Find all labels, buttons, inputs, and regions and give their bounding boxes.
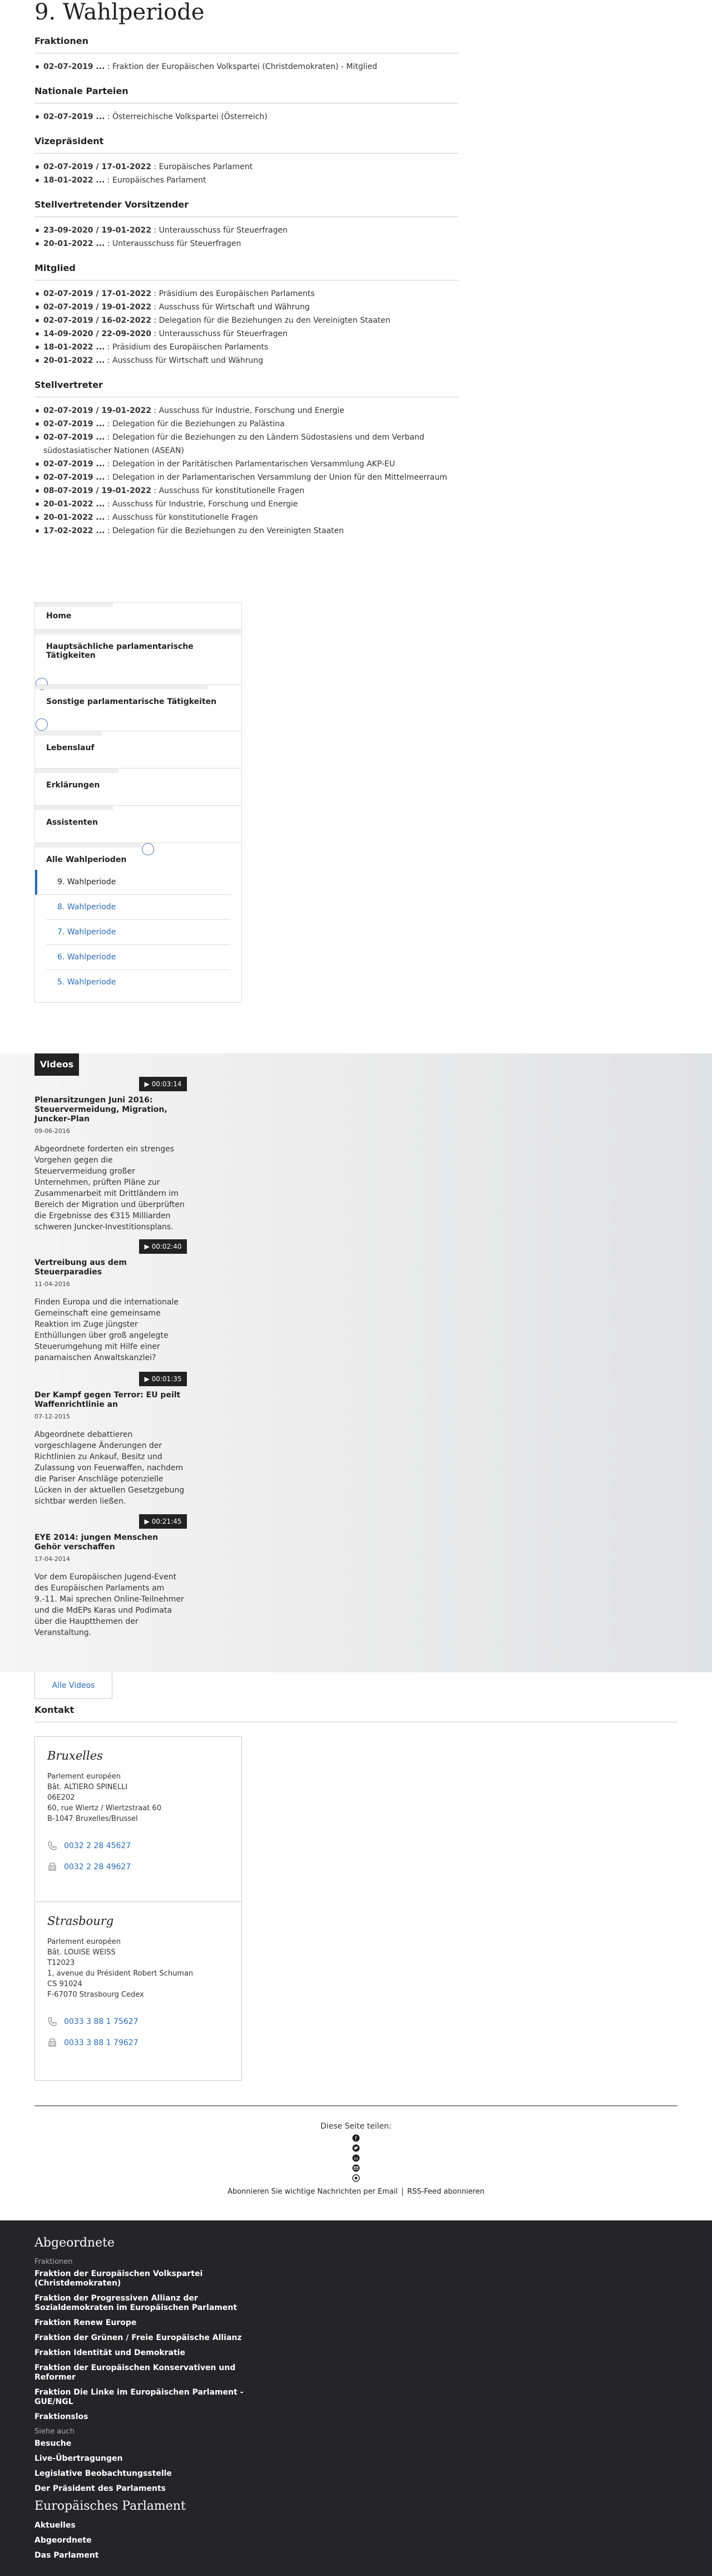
footer-link[interactable]: Besuche [34, 2439, 72, 2448]
list-item: 02-07-2019 / 19-01-2022 : Ausschuss für Industrie, Forschung und Energie [34, 404, 459, 417]
list-item: 02-07-2019 ... : Fraktion der Europäischen Volkspartei (Christdemokraten) - Mitglied [34, 60, 459, 73]
office-city: Bruxelles [47, 1749, 103, 1762]
footer-link[interactable]: Legislative Beobachtungsstelle [34, 2469, 172, 2478]
membership-sections [34, 36, 459, 550]
contact-section [34, 1705, 678, 1722]
footer-link[interactable]: Fraktion Identität und Demokratie [34, 2348, 185, 2357]
fax-link[interactable]: 0033 3 88 1 79627 [47, 2038, 229, 2048]
phone-icon [47, 2017, 57, 2027]
menu-item-sonstige-taetigkeiten[interactable]: Sonstige parlamentarische Tätigkeiten [35, 685, 241, 731]
videos-label: Videos [34, 1053, 79, 1076]
divider [34, 2105, 678, 2106]
section-heading: Vizepräsident [34, 136, 459, 154]
loading-ring-icon [36, 718, 48, 731]
list-item: 20-01-2022 ... : Ausschuss für konstitutionelle Fragen [34, 511, 459, 524]
play-icon: ▶ [144, 1080, 150, 1088]
section-heading: Mitglied [34, 263, 459, 280]
video-title[interactable]: Plenarsitzungen Juni 2016: Steuervermeidung, Migration, Juncker-Plan [34, 1096, 167, 1124]
video-card[interactable] [34, 1239, 187, 1363]
list-item: 02-07-2019 / 19-01-2022 : Ausschuss für Wirtschaft und Währung [34, 301, 459, 314]
email-icon[interactable] [352, 2164, 360, 2172]
list-item: 02-07-2019 / 17-01-2022 : Europäisches Parlament [34, 160, 459, 174]
section-vizepraesident [34, 136, 459, 187]
video-card[interactable] [34, 1077, 187, 1233]
section-heading: Nationale Parteien [34, 86, 459, 104]
rss-feed-link[interactable]: RSS-Feed abonnieren [407, 2188, 484, 2196]
video-card[interactable] [34, 1372, 187, 1507]
office-city: Strasbourg [47, 1914, 114, 1928]
footer-link[interactable]: Abgeordnete [34, 2536, 92, 2545]
list-item: 23-09-2020 / 19-01-2022 : Unterausschuss für Steuerfragen [34, 224, 459, 237]
video-description: Finden Europa und die internationale Gemeinschaft eine gemeinsame Reaktion im Zuge jüngster Enthüllungen über groß angelegte Steuerumgehung mit Hilfe einer panamaischen Anwaltskanzlei? [34, 1298, 179, 1362]
footer-link[interactable]: Das Parlament [34, 2551, 99, 2560]
footer-group-label: Fraktionen [34, 2258, 73, 2266]
all-videos-link[interactable]: Alle Videos [34, 1672, 112, 1699]
whatsapp-icon[interactable] [352, 2174, 360, 2182]
section-heading: Stellvertreter [34, 380, 459, 397]
videos-section [0, 1053, 712, 1672]
video-description: Vor dem Europäischen Jugend-Event des Europäischen Parlaments am 9.-11. Mai sprechen Online-Teilnehmer und die MdEPs Karas und Podimata über die Hauptthemen der Veranstaltung. [34, 1573, 184, 1637]
menu-item-lebenslauf[interactable]: Lebenslauf [35, 731, 241, 769]
video-title[interactable]: Der Kampf gegen Terror: EU peilt Waffenrichtlinie an [34, 1391, 181, 1409]
section-nationale-parteien [34, 86, 459, 124]
share-label: Diese Seite teilen: [320, 2122, 392, 2131]
menu-item-hauptsaechliche-taetigkeiten[interactable]: Hauptsächliche parlamentarische Tätigkeiten [35, 630, 241, 685]
footer-link[interactable]: Live-Übertragungen [34, 2454, 123, 2463]
video-date: 09-06-2016 [34, 1127, 70, 1135]
footer-link[interactable]: Der Präsident des Parlaments [34, 2484, 166, 2493]
subscribe-email-link[interactable]: Abonnieren Sie wichtige Nachrichten per Email [223, 2188, 403, 2196]
list-item: 02-07-2019 ... : Delegation für die Beziehungen zu den Ländern Südostasiens und dem Verband südostasiatischer Nationen (ASEAN) [34, 431, 459, 457]
footer-group-label: Siehe auch [34, 2427, 75, 2436]
linkedin-icon[interactable] [352, 2154, 360, 2162]
section-stellvertreter [34, 380, 459, 538]
page-title: 9. Wahlperiode [34, 0, 205, 25]
loading-ring-icon [142, 843, 154, 855]
footer-link[interactable]: Fraktion der Europäischen Volkspartei (Christdemokraten) [34, 2269, 203, 2288]
section-mitglied [34, 263, 459, 367]
video-date: 07-12-2015 [34, 1413, 70, 1420]
video-duration[interactable]: ▶ 00:02:40 [139, 1239, 187, 1254]
facebook-icon[interactable] [352, 2134, 360, 2142]
svg-text:f: f [355, 2136, 357, 2142]
term-link-7[interactable]: 7. Wahlperiode [46, 920, 230, 945]
term-list [35, 870, 241, 1002]
list-item: 14-09-2020 / 22-09-2020 : Unterausschuss für Steuerfragen [34, 327, 459, 341]
footer-link[interactable]: Fraktion Die Linke im Europäischen Parlament - GUE/NGL [34, 2388, 244, 2406]
footer-link[interactable]: Fraktion der Progressiven Allianz der Sozialdemokraten im Europäischen Parlament [34, 2294, 238, 2312]
list-item: 20-01-2022 ... : Ausschuss für Industrie, Forschung und Energie [34, 498, 459, 511]
section-heading: Stellvertretender Vorsitzender [34, 199, 459, 217]
list-item: 20-01-2022 ... : Unterausschuss für Steuerfragen [34, 237, 459, 250]
term-link-6[interactable]: 6. Wahlperiode [46, 945, 230, 970]
video-description: Abgeordnete debattieren vorgeschlagene Änderungen der Richtlinien zu Ankauf, Besitz und Zulassung von Feuerwaffen, nachdem die Pariser Anschläge potenzielle Lücken in der aktuellen Gesetzgebung sichtbar werden ließen. [34, 1430, 185, 1506]
video-date: 17-04-2014 [34, 1555, 70, 1563]
list-item: 02-07-2019 / 16-02-2022 : Delegation für die Beziehungen zu den Vereinigten Staaten [34, 314, 459, 327]
contact-heading: Kontakt [34, 1705, 678, 1722]
menu-item-assistenten[interactable]: Assistenten [35, 806, 241, 843]
play-icon: ▶ [144, 1518, 150, 1525]
video-date: 11-04-2016 [34, 1280, 70, 1288]
share-icons [350, 2134, 362, 2182]
term-link-5[interactable]: 5. Wahlperiode [57, 978, 116, 987]
office-card-bruxelles: Bruxelles Parlement européen Bât. ALTIERO SPINELLI 06E202 60, rue Wiertz / Wiertzstraat 60 B-1047 Bruxelles/Brussel 0032 2 28 45627 0032 2 28 49627 [34, 1736, 242, 1902]
footer-link[interactable]: Fraktion der Europäischen Konservativen und Reformer [34, 2363, 236, 2382]
video-description: Abgeordnete forderten ein strenges Vorgehen gegen die Steuervermeidung großer Unternehmen, prüften Pläne zur Zusammenarbeit mit Drittländern im Bereich der Migration und überprüften die Ergebnisse des €315 Milliarden schweren Juncker-Investitionsplans. [34, 1145, 185, 1232]
footer-heading-abgeordnete: Abgeordnete [34, 2236, 115, 2250]
phone-icon [47, 1841, 57, 1851]
list-item: 18-01-2022 ... : Präsidium des Europäischen Parlaments [34, 341, 459, 354]
list-item: 20-01-2022 ... : Ausschuss für Wirtschaft und Währung [34, 354, 459, 367]
section-heading: Fraktionen [34, 36, 459, 53]
share-section [0, 2122, 712, 2196]
phone-link[interactable]: 0032 2 28 45627 [47, 1841, 229, 1851]
video-duration[interactable]: ▶ 00:21:45 [139, 1514, 187, 1529]
term-link-8[interactable]: 8. Wahlperiode [46, 895, 230, 920]
twitter-icon[interactable] [352, 2144, 360, 2152]
svg-text:in: in [354, 2156, 358, 2161]
list-item: 18-01-2022 ... : Europäisches Parlament [34, 174, 459, 187]
list-item: 02-07-2019 ... : Delegation in der Paritätischen Parlamentarischen Versammlung AKP-EU [34, 457, 459, 471]
menu-item-alle-wahlperioden[interactable]: Alle Wahlperioden [35, 843, 241, 870]
term-link-9[interactable]: 9. Wahlperiode [35, 870, 230, 895]
list-item: 02-07-2019 ... : Österreichische Volkspartei (Österreich) [34, 110, 459, 124]
subscribe-links [0, 2188, 712, 2196]
list-item: 02-07-2019 ... : Delegation für die Beziehungen zu Palästina [34, 417, 459, 431]
fax-link[interactable]: 0032 2 28 49627 [47, 1862, 229, 1872]
footer-heading-parlament: Europäisches Parlament [34, 2499, 186, 2513]
phone-link[interactable]: 0033 3 88 1 75627 [47, 2017, 229, 2027]
video-title[interactable]: EYE 2014: jungen Menschen Gehör verschaffen [34, 1533, 159, 1551]
mep-navigation-menu [34, 602, 242, 1003]
fax-icon [47, 2038, 57, 2048]
footer-link[interactable]: Fraktion der Grünen / Freie Europäische Allianz [34, 2333, 242, 2342]
fax-icon [47, 1862, 57, 1872]
footer-link[interactable]: Fraktionslos [34, 2412, 88, 2421]
video-card[interactable] [34, 1514, 187, 1638]
list-item: 08-07-2019 / 19-01-2022 : Ausschuss für konstitutionelle Fragen [34, 484, 459, 498]
video-title[interactable]: Vertreibung aus dem Steuerparadies [34, 1258, 127, 1277]
footer-link[interactable]: Aktuelles [34, 2521, 76, 2530]
video-duration[interactable]: ▶ 00:03:14 [139, 1077, 187, 1091]
section-fraktionen [34, 36, 459, 73]
section-stellv-vorsitzender [34, 199, 459, 250]
video-duration[interactable]: ▶ 00:01:35 [139, 1372, 187, 1386]
play-icon: ▶ [144, 1375, 150, 1383]
play-icon: ▶ [144, 1243, 150, 1250]
office-card-strasbourg: Strasbourg Parlement européen Bât. LOUISE WEISS T12023 1, avenue du Président Robert Schuman CS 91024 F-67070 Strasbourg Cedex 0033 3 88 1 75627 0033 3 88 1 79627 [34, 1902, 242, 2081]
list-item: 17-02-2022 ... : Delegation für die Beziehungen zu den Vereinigten Staaten [34, 524, 459, 538]
list-item: 02-07-2019 / 17-01-2022 : Präsidium des Europäischen Parlaments [34, 287, 459, 301]
footer-link[interactable]: Fraktion Renew Europe [34, 2318, 137, 2327]
menu-item-erklaerungen[interactable]: Erklärungen [35, 769, 241, 806]
list-item: 02-07-2019 ... : Delegation in der Parlamentarischen Versammlung der Union für den Mittelmeerraum [34, 471, 459, 484]
site-footer [0, 2220, 712, 2576]
menu-item-home[interactable]: Home [35, 603, 241, 630]
